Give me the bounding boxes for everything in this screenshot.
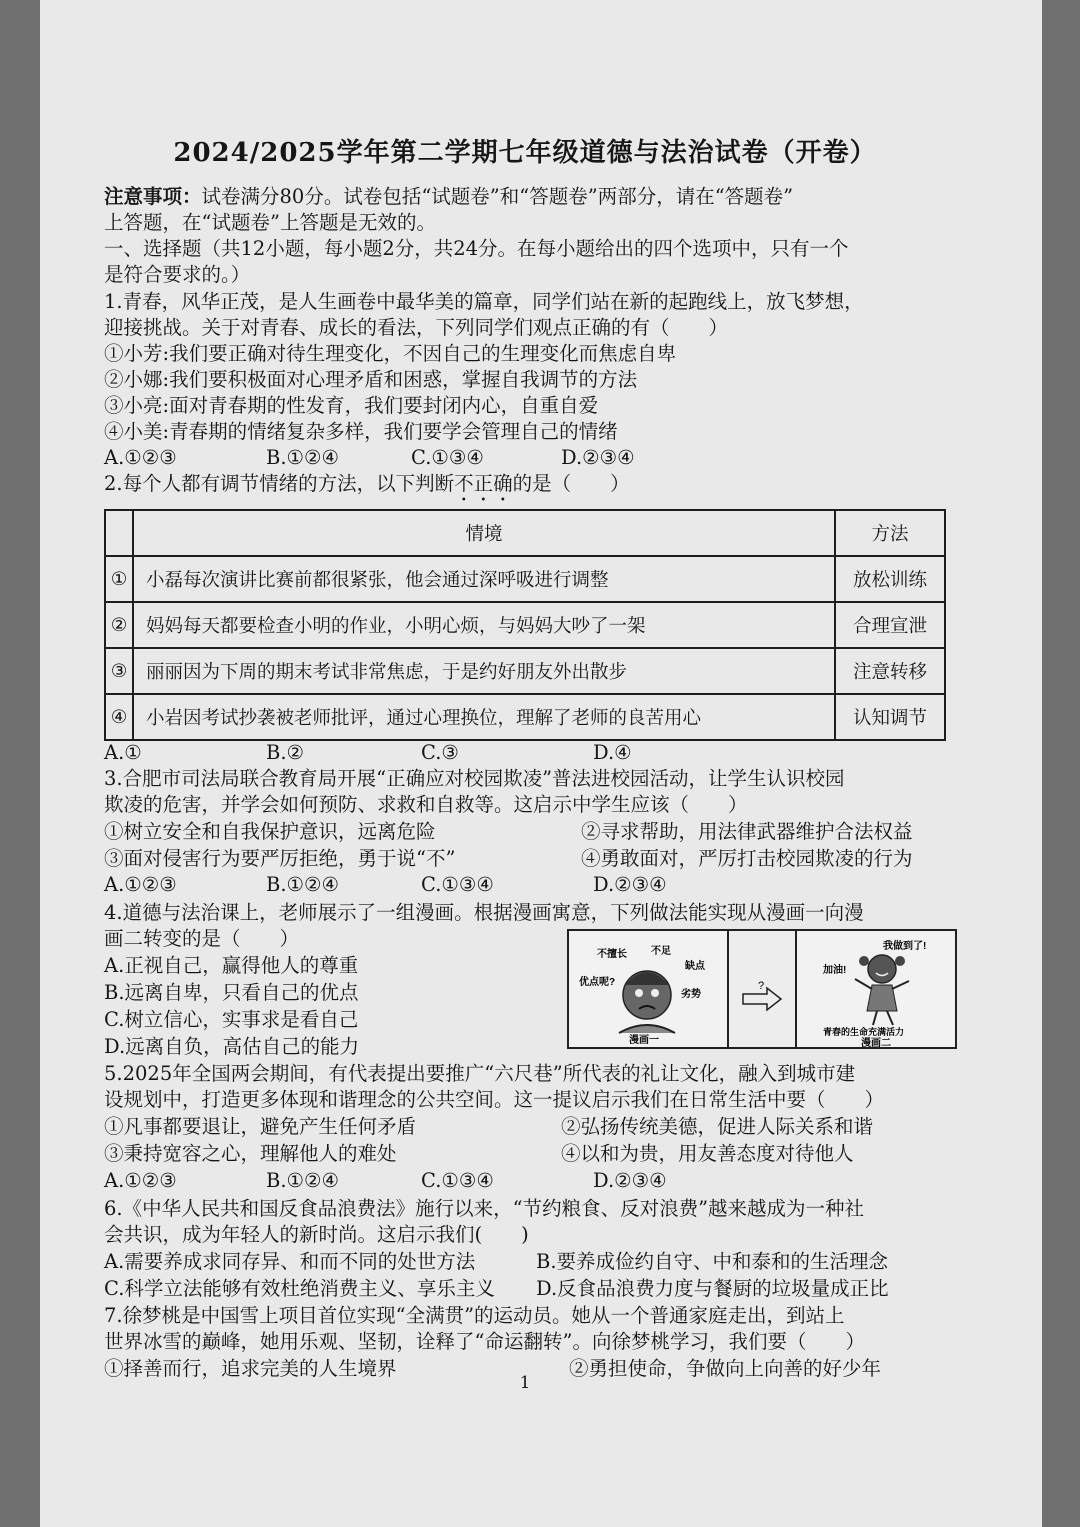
notice-line-2: 上答题，在“试题卷”上答题是无效的。	[104, 211, 436, 234]
table-cell: 丽丽因为下周的期末考试非常焦虑，于是约好朋友外出散步	[133, 648, 835, 694]
q5-stem-2: 设规划中，打造更多体现和谐理念的公共空间。这一提议启示我们在日常生活中要（ ）	[104, 1088, 885, 1111]
table-cell: 放松训练	[835, 556, 945, 602]
q1-option-b: B.①②④	[266, 446, 339, 469]
notice-label: 注意事项：	[104, 185, 202, 208]
q2-stem	[104, 471, 630, 506]
q2-stem-post: 的是（ ）	[512, 472, 630, 495]
notice-line-1	[104, 184, 793, 210]
q5-item: ②弘扬传统美德，促进人际关系和谐	[561, 1115, 874, 1138]
table-cell: ③	[105, 648, 133, 694]
q5-option-b: B.①②④	[266, 1169, 339, 1192]
q7-stem-1: 7.徐梦桃是中国雪上项目首位实现“全满贯”的运动员。她从一个普通家庭走出，到站上	[104, 1304, 845, 1327]
comic-word: 不擅长	[597, 949, 627, 960]
notice-text-1: 试卷满分80分。试卷包括“试题卷”和“答题卷”两部分，请在“答题卷”	[201, 185, 794, 208]
q2-stem-emphasis: 不正确	[454, 472, 513, 495]
q1-item: ③小亮:面对青春期的性发育，我们要封闭内心，自重自爱	[104, 394, 599, 417]
table-cell: 妈妈每天都要检查小明的作业，小明心烦，与妈妈大吵了一架	[133, 602, 835, 648]
table-header-cell: 情境	[133, 510, 835, 556]
comic-word: 缺点	[685, 961, 705, 972]
q5-option-c: C.①③④	[421, 1169, 494, 1192]
q7-item: ②勇担使命，争做向上向善的好少年	[569, 1357, 882, 1380]
q4-option-b: B.远离自卑，只看自己的优点	[104, 981, 359, 1004]
q6-stem-1: 6.《中华人民共和国反食品浪费法》施行以来，“节约粮食、反对浪费”越来越成为一种社	[104, 1197, 865, 1220]
q1-item: ②小娜:我们要积极面对心理矛盾和困惑，掌握自我调节的方法	[104, 368, 638, 391]
q1-stem-1: 1.青春，风华正茂，是人生画卷中最华美的篇章，同学们站在新的起跑线上，放飞梦想，	[104, 290, 864, 313]
q2-option-c: C.③	[421, 741, 459, 764]
comic-arrow-mark: ?	[758, 980, 765, 992]
section-heading-line-1: 一、选择题（共12小题，每小题2分，共24分。在每小题给出的四个选项中，只有一个	[104, 237, 849, 260]
q3-option-a: A.①②③	[104, 873, 177, 896]
q2-table	[104, 509, 946, 741]
q1-stem-2: 迎接挑战。关于对青春、成长的看法，下列同学们观点正确的有（ ）	[104, 316, 729, 339]
table-cell: 小磊每次演讲比赛前都很紧张，他会通过深呼吸进行调整	[133, 556, 835, 602]
q5-item: ④以和为贵，用友善态度对待他人	[561, 1142, 854, 1165]
q2-option-b: B.②	[266, 741, 305, 764]
table-cell: ④	[105, 694, 133, 740]
table-cell: 小岩因考试抄袭被老师批评，通过心理换位，理解了老师的良苦用心	[133, 694, 835, 740]
q2-option-d: D.④	[593, 741, 632, 764]
q4-comic	[567, 929, 957, 1049]
q3-item: ②寻求帮助，用法律武器维护合法权益	[581, 820, 913, 843]
q5-stem-1: 5.2025年全国两会期间，有代表提出要推广“六尺巷”所代表的礼让文化，融入到城市建	[104, 1062, 856, 1085]
q2-options	[104, 740, 632, 766]
exam-paper	[40, 0, 1042, 1527]
q6-option-d: D.反食品浪费力度与餐厨的垃圾量成正比	[536, 1277, 889, 1300]
table-header-cell	[105, 510, 133, 556]
q3-option-d: D.②③④	[593, 873, 667, 896]
q6-stem-2: 会共识，成为年轻人的新时尚。这启示我们( )	[104, 1223, 529, 1246]
q6-option-a: A.需要养成求同存异、和而不同的处世方法	[104, 1250, 476, 1273]
table-row	[105, 556, 945, 602]
q4-option-a: A.正视自己，赢得他人的尊重	[104, 954, 359, 977]
table-cell: ②	[105, 602, 133, 648]
q2-option-a: A.①	[104, 741, 142, 764]
q3-option-c: C.①③④	[421, 873, 494, 896]
q3-item: ③面对侵害行为要严厉拒绝，勇于说“不”	[104, 847, 456, 870]
comic-word: 优点呢?	[579, 977, 616, 988]
q1-option-c: C.①③④	[411, 446, 484, 469]
page-number: 1	[519, 1373, 531, 1393]
q5-option-d: D.②③④	[593, 1169, 667, 1192]
table-cell: 认知调节	[835, 694, 945, 740]
q6-option-b: B.要养成俭约自守、中和泰和的生活理念	[536, 1250, 889, 1273]
q5-options	[104, 1168, 667, 1194]
q7-item: ①择善而行，追求完美的人生境界	[104, 1357, 397, 1380]
q6-option-c: C.科学立法能够有效杜绝消费主义、享乐主义	[104, 1277, 495, 1300]
table-row	[105, 648, 945, 694]
q3-options	[104, 872, 667, 898]
q4-option-c: C.树立信心，实事求是看自己	[104, 1008, 359, 1031]
q4-stem-2: 画二转变的是（ ）	[104, 927, 300, 950]
comic-word: 加油!	[823, 965, 847, 976]
q1-option-d: D.②③④	[561, 446, 635, 469]
comic-word: 不足	[651, 946, 671, 957]
q2-stem-pre: 2.每个人都有调节情绪的方法，以下判断	[104, 472, 455, 495]
q3-stem-1: 3.合肥市司法局联合教育局开展“正确应对校园欺凌”普法进校园活动，让学生认识校园	[104, 767, 845, 790]
q5-option-a: A.①②③	[104, 1169, 177, 1192]
q1-option-a: A.①②③	[104, 446, 177, 469]
table-cell: ①	[105, 556, 133, 602]
q1-options	[104, 445, 635, 471]
q5-item: ①凡事都要退让，避免产生任何矛盾	[104, 1115, 417, 1138]
q7-stem-2: 世界冰雪的巅峰，她用乐观、坚韧，诠释了“命运翻转”。向徐梦桃学习，我们要（ ）	[104, 1330, 865, 1353]
table-header-row	[105, 510, 945, 556]
q4-option-d: D.远离自负，高估自己的能力	[104, 1035, 360, 1058]
table-cell: 合理宣泄	[835, 602, 945, 648]
q4-stem-1: 4.道德与法治课上，老师展示了一组漫画。根据漫画寓意，下列做法能实现从漫画一向漫	[104, 901, 864, 924]
q3-item: ④勇敢面对，严厉打击校园欺凌的行为	[581, 847, 913, 870]
table-cell: 注意转移	[835, 648, 945, 694]
page-title: 2024/2025学年第二学期七年级道德与法治试卷（开卷）	[173, 138, 877, 168]
comic-panel-1-caption: 漫画一	[629, 1035, 659, 1046]
q3-item: ①树立安全和自我保护意识，远离危险	[104, 820, 436, 843]
comic-panel-2-slogan: 青春的生命充满活力	[823, 1027, 905, 1037]
comic-word: 劣势	[681, 989, 701, 1000]
table-row	[105, 602, 945, 648]
q3-stem-2: 欺凌的危害，并学会如何预防、求救和自救等。这启示中学生应该（ ）	[104, 793, 748, 816]
table-header-cell: 方法	[835, 510, 945, 556]
q3-option-b: B.①②④	[266, 873, 339, 896]
table-row	[105, 694, 945, 740]
q1-item: ④小美:青春期的情绪复杂多样，我们要学会管理自己的情绪	[104, 420, 618, 443]
comic-panel-2-caption: 漫画二	[861, 1038, 891, 1049]
q1-item: ①小芳:我们要正确对待生理变化，不因自己的生理变化而焦虑自卑	[104, 342, 677, 365]
comic-word: 我做到了!	[883, 941, 927, 952]
q5-item: ③秉持宽容之心，理解他人的难处	[104, 1142, 397, 1165]
section-heading-line-2: 是符合要求的。）	[104, 263, 251, 286]
